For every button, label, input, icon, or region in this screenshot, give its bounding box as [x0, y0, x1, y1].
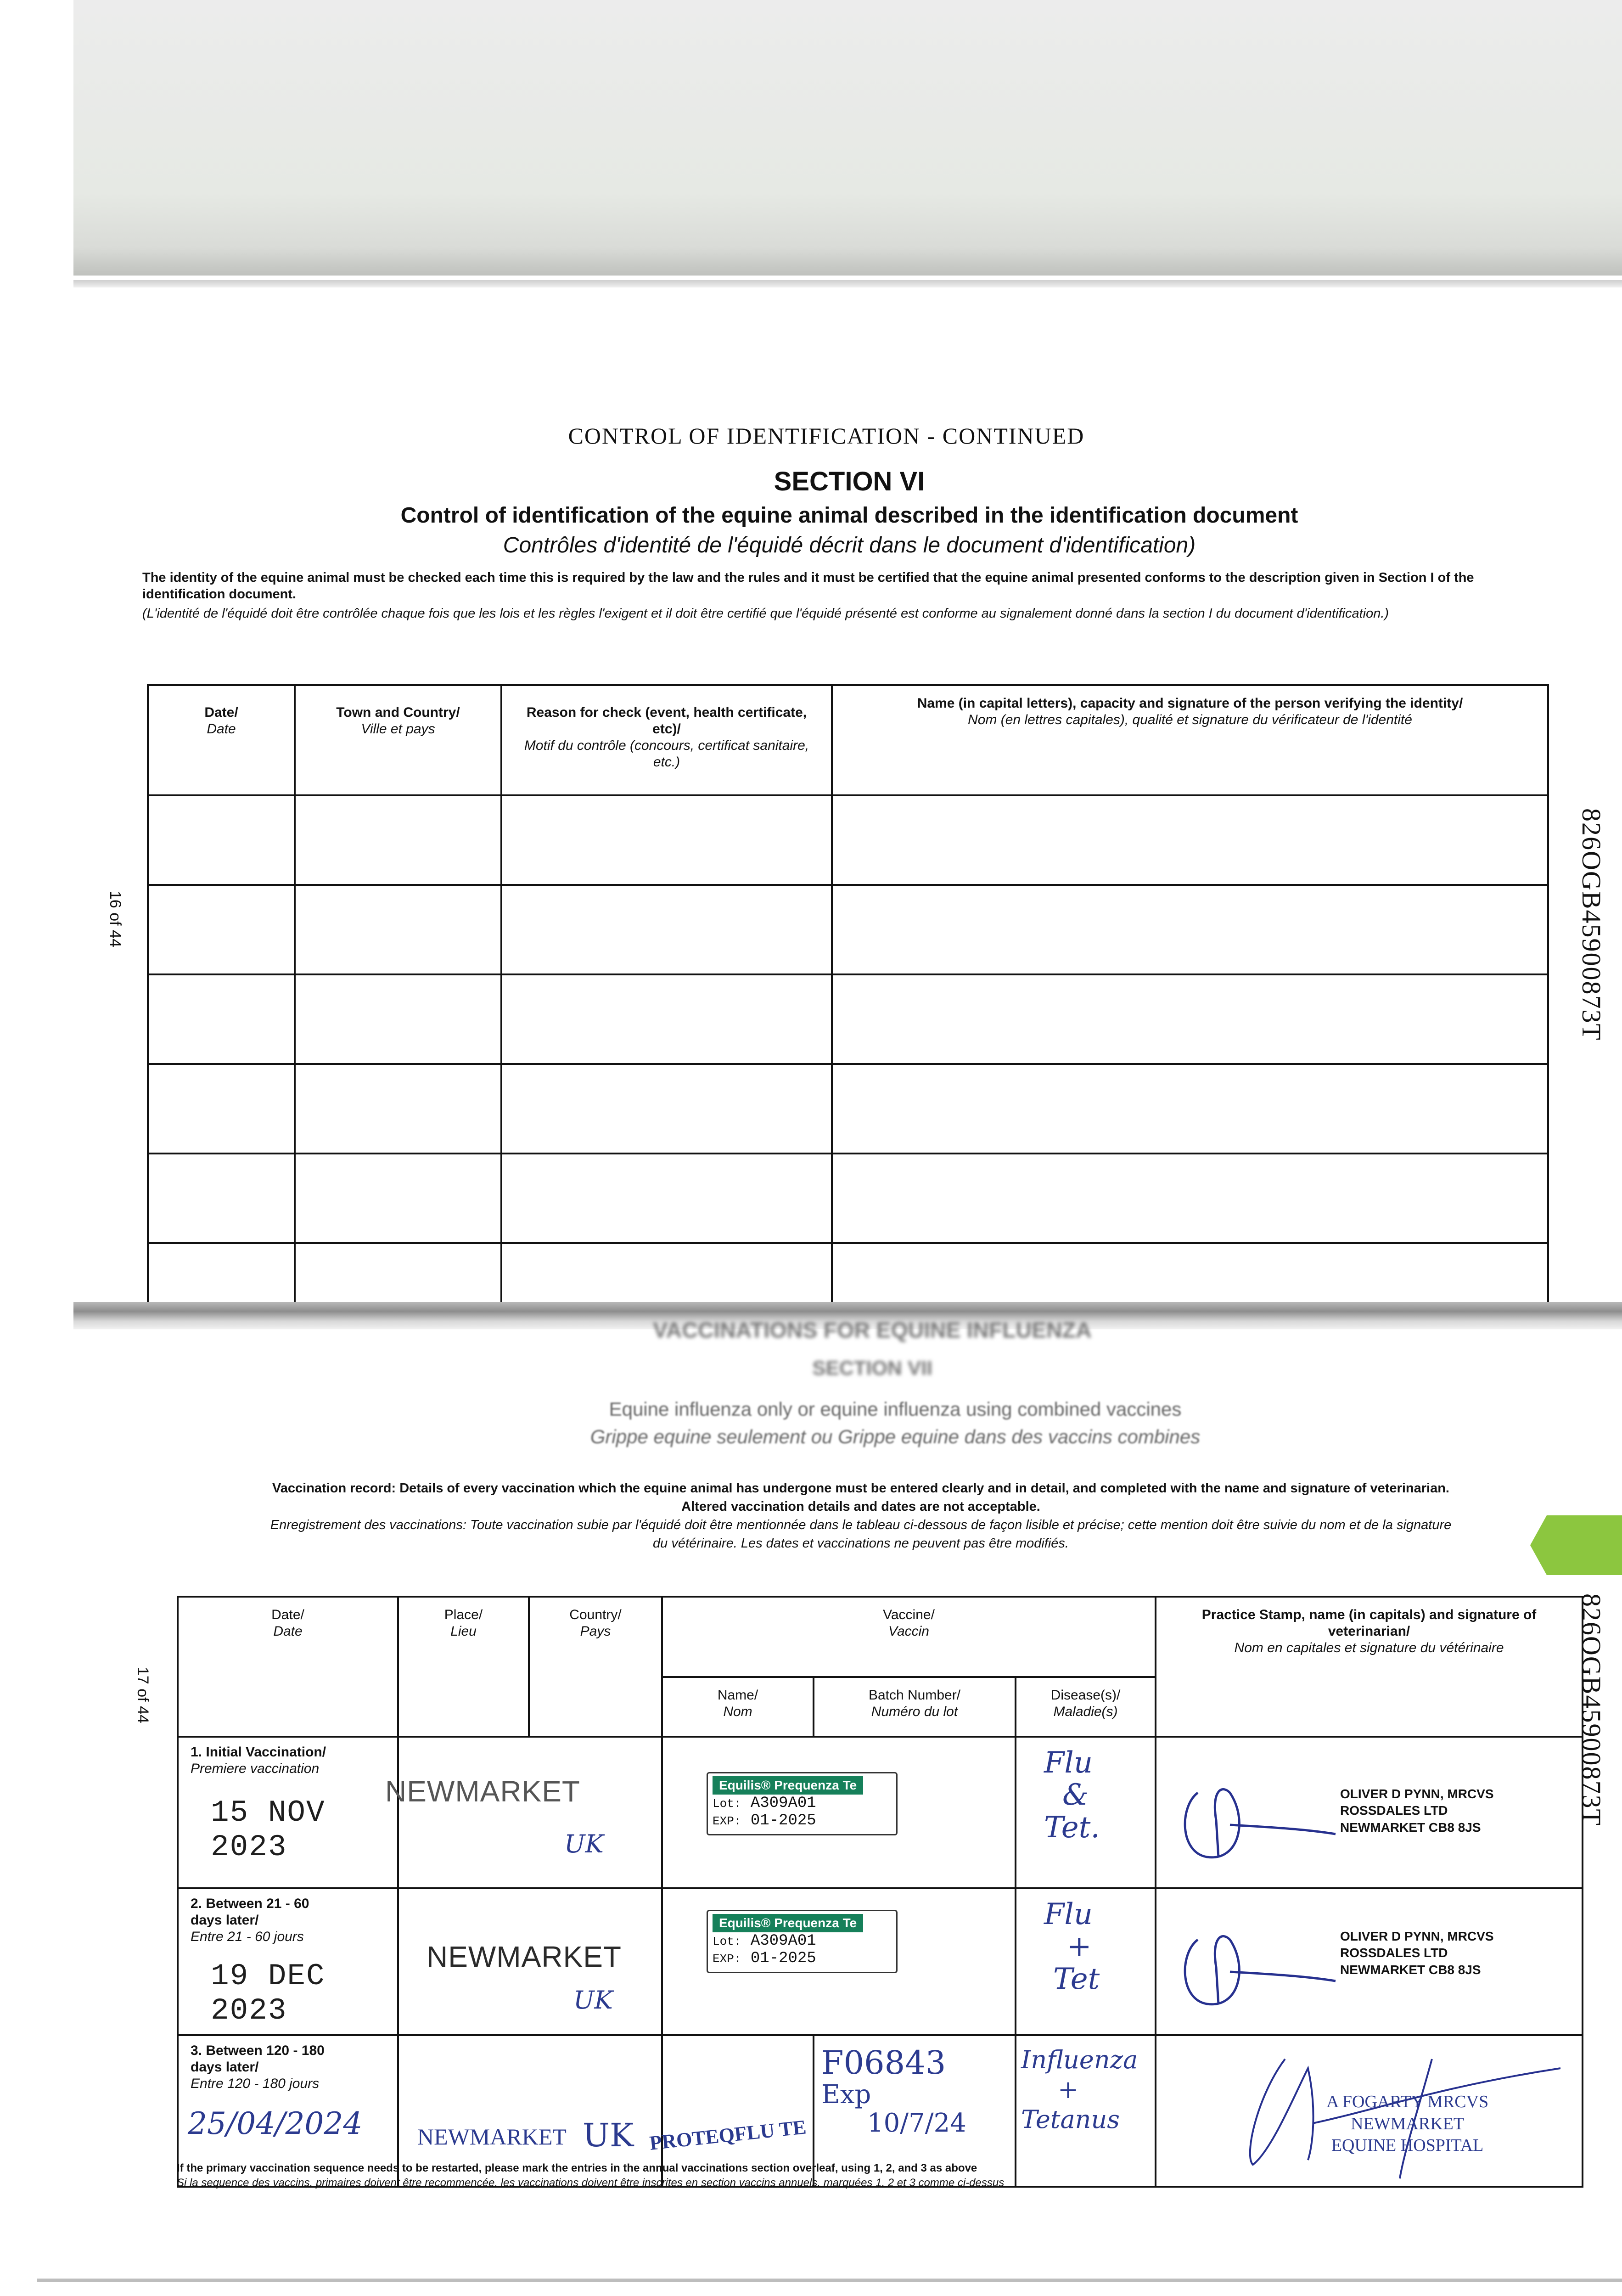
row2-exp: 01-2025 — [750, 1950, 816, 1967]
row2-vaccine-label: Equilis® Prequenza Te Lot: A309A01 EXP: 01-2025 — [707, 1910, 898, 1973]
row3-place-stamp: NEWMARKET — [417, 2124, 567, 2150]
page-label-17: 17 of 44 — [134, 1667, 152, 1723]
row3-label: 3. Between 120 - 180 days later/ — [191, 2043, 325, 2075]
row1-country: UK — [564, 1829, 604, 1858]
row3-date: 25/04/2024 — [188, 2106, 363, 2141]
section-vi-heading-fr: Contrôles d'identité de l'équidé décrit dans le document d'identification) — [503, 533, 1196, 557]
footnote-en: If the primary vaccination sequence needs to be restarted, please mark the entries in the annual vaccinations section overleaf, using 1, 2, and 3 as above — [177, 2162, 977, 2174]
section-vii-intro-en-1: Vaccination record: Details of every vaccination which the equine animal has undergone must be entered clearly and in detail, and completed with the name and signature of veterinarian. — [272, 1481, 1449, 1496]
row1-signature — [1170, 1765, 1345, 1871]
row3-country: UK — [583, 2116, 634, 2154]
section-vii-title-blurred: VACCINATIONS FOR EQUINE INFLUENZA — [653, 1318, 1092, 1343]
vacc-practice-header: Practice Stamp, name (in capitals) and signature of veterinarian/ Nom en capitales et signature du vétérinaire — [1156, 1597, 1583, 1737]
green-tab-flag — [1530, 1515, 1622, 1575]
row2-disease: Flu + Tet — [1044, 1897, 1100, 1996]
section-vi-heading-en: Control of identification of the equine animal described in the identification document — [400, 503, 1298, 528]
table-row — [148, 1064, 1548, 1154]
scan-edge-bottom — [37, 2279, 1622, 2282]
row2-lot: A309A01 — [750, 1932, 816, 1950]
row2-label: 2. Between 21 - 60 days later/ — [191, 1896, 309, 1928]
table-row: 1. Initial Vaccination/ Premiere vaccination 15 NOV 2023 NEWMARKET UK Equilis® Prequenza Te Lot: A309A01 EXP: 01-2025 Flu & Tet. OLIVER D PYNN, MRCVS ROSSDALES LTD NEWMARKET CB8 8JS — [178, 1737, 1583, 1888]
section-vii-heading-fr: Grippe equine seulement ou Grippe equine dans des vaccins combines — [590, 1426, 1201, 1447]
document-id-bottom: 826OGB45900873T — [1577, 1593, 1606, 1826]
section-vi-title: SECTION VI — [774, 467, 925, 496]
section-vii-heading-en: Equine influenza only or equine influenza using combined vaccines — [609, 1398, 1182, 1420]
col-date-header: Date/ Date — [148, 685, 295, 795]
section-vi-intro-fr: (L'identité de l'équidé doit être contrôlée chaque fois que les lois et les règles l'exigent et il doit être certifié que l'équidé présenté est conforme au signalement donné dans la section I du document d'identification.) — [142, 606, 1389, 621]
row2-vet-stamp: OLIVER D PYNN, MRCVS ROSSDALES LTD NEWMARKET CB8 8JS — [1340, 1929, 1494, 1977]
vacc-place-header: Place/ Lieu — [398, 1597, 529, 1737]
section-vii-title: SECTION VII — [812, 1357, 932, 1379]
vacc-country-header: Country/ Pays — [529, 1597, 662, 1737]
col-town-header: Town and Country/ Ville et pays — [295, 685, 501, 795]
table-row — [148, 885, 1548, 974]
continued-title: CONTROL OF IDENTIFICATION - CONTINUED — [568, 423, 1085, 449]
row3-batch: F06843 Exp 10/7/24 — [821, 2044, 966, 2138]
vacc-vaccine-header: Vaccine/ Vaccin — [662, 1597, 1156, 1677]
table-row — [148, 974, 1548, 1064]
row1-place-stamp: NEWMARKET — [385, 1775, 580, 1808]
table-row: 2. Between 21 - 60 days later/ Entre 21 - 60 jours 19 DEC 2023 NEWMARKET UK Equilis® Prequenza Te Lot: A309A01 EXP: 01-2025 Flu + Tet OLIVER D PYNN, MRCVS ROSSDALES LTD NEWMARKET CB8 8JS — [178, 1888, 1583, 2035]
row1-exp: 01-2025 — [750, 1812, 816, 1829]
row3-vet-stamp: A FOGARTY MRCVS NEWMARKET EQUINE HOSPITAL — [1326, 2092, 1489, 2155]
row3-vaccine-name: PROTEQFLU TE — [648, 2116, 808, 2155]
row2-country: UK — [573, 1986, 613, 2015]
table-row — [148, 795, 1548, 885]
row1-lot: A309A01 — [750, 1795, 816, 1812]
row2-place-stamp: NEWMARKET — [427, 1940, 622, 1973]
footnote-fr: Si la sequence des vaccins, primaires doivent être recommencée, les vaccinations doivent être inscrites en section vaccins annuels, marquées 1, 2 et 3 comme ci-dessus — [177, 2177, 1005, 2189]
section-vii-intro-fr-1: Enregistrement des vaccinations: Toute vaccination subie par l'équidé doit être mentionnée dans le tableau ci-dessous de façon lisible et précise; cette mention doit être suivie du nom et de la signature — [270, 1518, 1452, 1532]
section-vii-intro-fr-2: du vétérinaire. Les dates et vaccinations ne peuvent pas être modifiés. — [653, 1536, 1069, 1551]
row2-date-stamp: 19 DEC 2023 — [211, 1959, 326, 2028]
section-vii-intro-en-2: Altered vaccination details and dates are not acceptable. — [681, 1499, 1040, 1514]
row2-signature — [1170, 1912, 1345, 2018]
page-label-16: 16 of 44 — [107, 891, 124, 947]
vacc-name-header: Name/ Nom — [662, 1677, 814, 1737]
vacc-disease-header: Disease(s)/ Maladie(s) — [1016, 1677, 1156, 1737]
table-row: 3. Between 120 - 180 days later/ Entre 120 - 180 jours 25/04/2024 NEWMARKET UK PROTEQFLU TE F06843 Exp 10/7/24 Influenza + Tetanus A FOGARTY MRCVS NEWMARKET EQUINE HOSPITAL — [178, 2035, 1583, 2187]
row2-vaccine-brand: Equilis® Prequenza Te — [713, 1914, 863, 1932]
row1-vet-stamp: OLIVER D PYNN, MRCVS ROSSDALES LTD NEWMARKET CB8 8JS — [1340, 1787, 1494, 1835]
section-vi-intro-en: The identity of the equine animal must be checked each time this is required by the law and the rules and it must be certified that the equine animal presented conforms to the description given in Section I of the identification document. — [142, 570, 1474, 602]
vaccination-table — [177, 1596, 1583, 2188]
col-verifier-header: Name (in capital letters), capacity and signature of the person verifying the identity/ Nom (en lettres capitales), qualité et signature du vérificateur de l'identité — [832, 685, 1548, 795]
scan-shadow-top — [73, 0, 1622, 276]
col-reason-header: Reason for check (event, health certificate, etc)/ Motif du contrôle (concours, certificat sanitaire, etc.) — [501, 685, 832, 795]
row1-vaccine-brand: Equilis® Prequenza Te — [713, 1776, 863, 1795]
row1-disease: Flu & Tet. — [1044, 1746, 1100, 1845]
fold-line-top — [73, 280, 1622, 287]
row3-disease: Influenza + Tetanus — [1021, 2045, 1138, 2134]
row1-date-stamp: 15 NOV 2023 — [211, 1795, 326, 1864]
row1-vaccine-label: Equilis® Prequenza Te Lot: A309A01 EXP: 01-2025 — [707, 1772, 898, 1835]
row1-label: 1. Initial Vaccination/ — [191, 1745, 326, 1760]
identity-check-table — [147, 684, 1549, 1317]
vacc-batch-header: Batch Number/ Numéro du lot — [814, 1677, 1016, 1737]
document-id-top: 826OGB45900873T — [1577, 808, 1606, 1041]
table-row — [148, 1154, 1548, 1243]
vacc-date-header: Date/ Date — [178, 1597, 398, 1737]
